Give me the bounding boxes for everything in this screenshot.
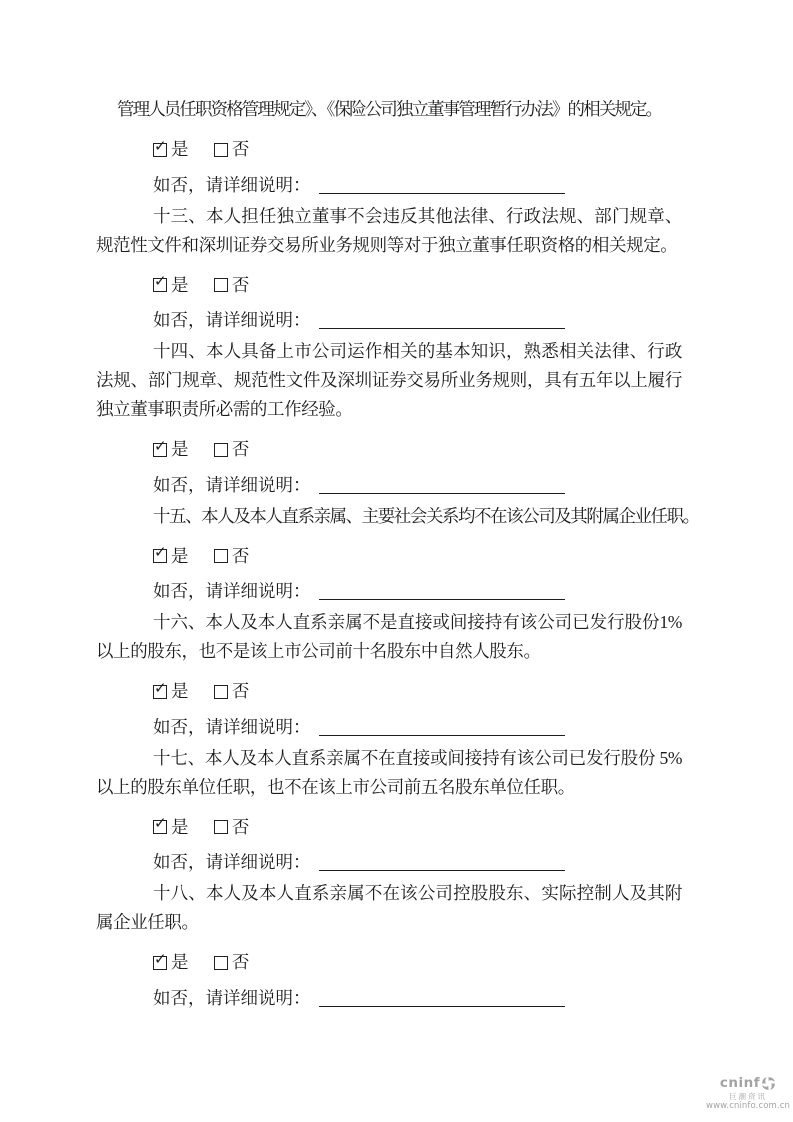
explain-label: 如否，请详细说明： <box>153 716 311 737</box>
yes-no-row <box>96 435 682 466</box>
yes-label: 是 <box>171 274 189 295</box>
yes-label: 是 <box>171 439 189 459</box>
no-option[interactable] <box>214 677 250 706</box>
cninfo-cn-label: 巨潮资讯 <box>729 1091 767 1101</box>
declaration-item <box>96 337 682 500</box>
check-mark-icon: ✓ <box>154 543 167 561</box>
checkbox-empty-icon[interactable] <box>214 143 228 157</box>
declaration-item <box>96 608 682 742</box>
checkbox-empty-icon[interactable] <box>214 278 228 292</box>
check-mark-icon: ✓ <box>154 678 167 697</box>
yes-no-row <box>96 948 682 979</box>
checkbox-checked-icon[interactable] <box>153 136 167 157</box>
no-option[interactable] <box>214 813 250 842</box>
explain-row <box>96 306 682 335</box>
declaration-item <box>96 879 682 1013</box>
no-label: 否 <box>231 439 250 459</box>
no-label: 否 <box>231 274 250 295</box>
checkbox-empty-icon[interactable] <box>214 549 228 563</box>
declaration-text: 管理人员任职资格管理规定》、《保险公司独立董事管理暂行办法》的相关规定。 <box>117 99 662 119</box>
checkbox-empty-icon[interactable] <box>214 443 228 457</box>
no-label: 否 <box>231 816 250 837</box>
yes-option[interactable] <box>153 542 189 571</box>
checkbox-empty-icon[interactable] <box>214 956 228 970</box>
declaration-text: 十六、本人及本人直系亲属不是直接或间接持有该公司已发行股份1%以上的股东，也不是该上市公司前十名股东中自然人股东。 <box>96 612 682 661</box>
explain-label: 如否，请详细说明： <box>153 310 311 330</box>
declaration-text: 十五、本人及本人直系亲属、主要社会关系均不在该公司及其附属企业任职。 <box>153 505 699 526</box>
yes-option[interactable] <box>153 948 189 977</box>
explain-blank-field[interactable] <box>319 476 565 494</box>
check-mark-icon: ✓ <box>154 814 167 832</box>
explain-blank-field[interactable] <box>319 582 565 600</box>
yes-label: 是 <box>171 816 189 837</box>
explain-label: 如否，请详细说明： <box>153 852 311 872</box>
checkbox-checked-icon[interactable] <box>153 949 167 970</box>
yes-option[interactable] <box>153 813 189 842</box>
no-label: 否 <box>231 545 250 566</box>
checkbox-checked-icon[interactable] <box>153 436 167 457</box>
explain-row <box>96 471 682 500</box>
checkbox-empty-icon[interactable] <box>214 820 228 834</box>
explain-blank-field[interactable] <box>319 853 565 871</box>
explain-label: 如否，请详细说明： <box>153 174 311 195</box>
no-option[interactable] <box>214 271 250 300</box>
declaration-text: 十三、本人担任独立董事不会违反其他法律、行政法规、部门规章、规范性文件和深圳证券交易所业务规则等对于独立董事任职资格的相关规定。 <box>96 205 682 255</box>
declaration-text: 十四、本人具备上市公司运作相关的基本知识，熟悉相关法律、行政法规、部门规章、规范性文件及深圳证券交易所业务规则，具有五年以上履行独立董事职责所必需的工作经验。 <box>96 341 682 419</box>
no-option[interactable] <box>214 542 250 571</box>
declaration-text: 十七、本人及本人直系亲属不在直接或间接持有该公司已发行股份 5%以上的股东单位任职，也不在该上市公司前五名股东单位任职。 <box>96 747 682 797</box>
explain-label: 如否，请详细说明： <box>153 987 311 1008</box>
no-option[interactable] <box>214 135 250 164</box>
check-mark-icon: ✓ <box>154 949 167 968</box>
explain-row <box>96 984 682 1013</box>
cninfo-url: www.cninfo.com.cn <box>706 1101 790 1112</box>
declaration-item <box>96 744 682 878</box>
explain-label: 如否，请详细说明： <box>153 581 311 601</box>
yes-label: 是 <box>171 545 189 566</box>
yes-no-row <box>96 271 682 302</box>
explain-blank-field[interactable] <box>319 311 565 329</box>
checkbox-empty-icon[interactable] <box>214 685 228 699</box>
check-mark-icon: ✓ <box>154 136 167 155</box>
yes-label: 是 <box>171 681 189 701</box>
checkbox-checked-icon[interactable] <box>153 543 167 563</box>
explain-blank-field[interactable] <box>319 989 565 1007</box>
explain-label: 如否，请详细说明： <box>153 474 311 495</box>
no-option[interactable] <box>214 435 250 464</box>
yes-no-row <box>96 813 682 844</box>
no-label: 否 <box>231 681 250 701</box>
checkbox-checked-icon[interactable] <box>153 272 167 292</box>
check-mark-icon: ✓ <box>154 272 167 290</box>
check-mark-icon: ✓ <box>154 436 167 455</box>
explain-blank-field[interactable] <box>319 718 565 736</box>
yes-option[interactable] <box>153 135 189 164</box>
yes-option[interactable] <box>153 677 189 706</box>
declaration-text: 十八、本人及本人直系亲属不在该公司控股股东、实际控制人及其附属企业任职。 <box>96 883 682 932</box>
explain-row <box>96 577 682 606</box>
yes-label: 是 <box>171 139 189 159</box>
checkbox-checked-icon[interactable] <box>153 814 167 834</box>
explain-blank-field[interactable] <box>319 176 565 194</box>
declaration-item <box>96 95 682 200</box>
yes-no-row <box>96 677 682 708</box>
explain-row <box>96 171 682 200</box>
explain-row <box>96 713 682 742</box>
no-label: 否 <box>231 952 250 972</box>
cninfo-swirl-icon <box>761 1076 776 1091</box>
checkbox-checked-icon[interactable] <box>153 678 167 699</box>
cninfo-logo-text: cninf <box>719 1075 761 1091</box>
explain-row <box>96 848 682 877</box>
no-label: 否 <box>231 139 250 159</box>
yes-no-row <box>96 542 682 573</box>
yes-option[interactable] <box>153 271 189 300</box>
yes-no-row <box>96 135 682 166</box>
yes-label: 是 <box>171 952 189 972</box>
yes-option[interactable] <box>153 435 189 464</box>
declaration-item <box>96 502 699 607</box>
cninfo-watermark <box>706 1076 790 1112</box>
cninfo-brand-row <box>706 1076 790 1092</box>
no-option[interactable] <box>214 948 250 977</box>
document-content <box>96 95 699 1015</box>
declaration-item <box>96 202 682 336</box>
